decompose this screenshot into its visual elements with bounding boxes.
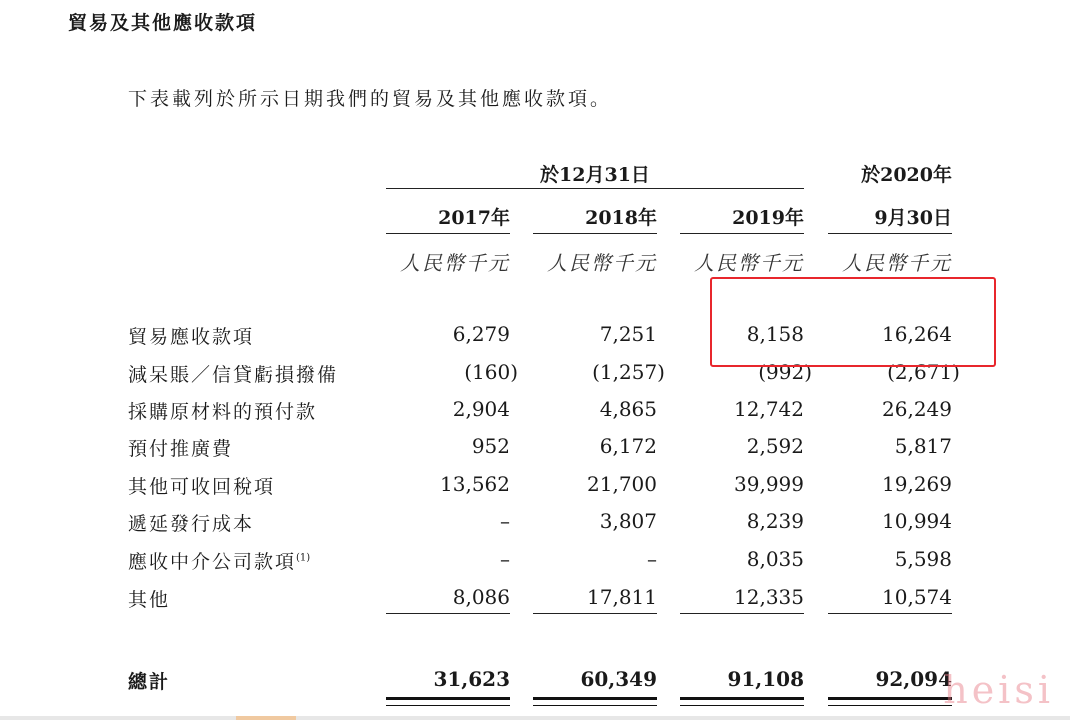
cell-value-sep30: 10,994	[882, 509, 952, 533]
table-group-header: 於12月31日	[540, 164, 650, 186]
row-label	[128, 360, 338, 387]
cell-value-sep30: 10,574	[882, 585, 952, 609]
row-label	[128, 509, 254, 536]
total-value-2018: 60,349	[580, 667, 657, 691]
highlight-box	[710, 277, 996, 367]
unit-label: 人民幣千元	[842, 251, 952, 275]
column-header-line	[828, 233, 952, 234]
column-header-2017: 2017年	[438, 207, 510, 229]
row-label-text: 其他	[128, 589, 171, 611]
unit-label: 人民幣千元	[400, 251, 510, 275]
total-value-sep30: 92,094	[875, 667, 952, 691]
row-label	[128, 547, 310, 574]
cell-value-sep30: 5,598	[894, 547, 952, 571]
cell-value-sep30: (2,671)	[887, 360, 960, 384]
row-label	[128, 585, 170, 612]
section-title: 貿易及其他應收款項	[68, 12, 258, 34]
cell-value-2017: –	[500, 509, 510, 533]
row-label-text: 貿易應收款項	[128, 326, 255, 348]
cell-value-2019: (992)	[758, 360, 812, 384]
subtotal-line	[680, 613, 804, 614]
cell-value-sep30: 26,249	[882, 397, 952, 421]
row-label	[128, 472, 275, 499]
unit-label: 人民幣千元	[547, 251, 657, 275]
cell-value-2017: (160)	[464, 360, 518, 384]
total-double-line	[386, 697, 510, 706]
cell-value-2017: 2,904	[452, 397, 510, 421]
cell-value-2019: 12,335	[734, 585, 804, 609]
total-label: 總計	[128, 671, 171, 693]
column-header-2019: 2019年	[732, 207, 804, 229]
cell-value-2018: –	[647, 547, 657, 571]
row-label-text: 應收中介公司款項	[128, 551, 297, 573]
cell-value-2018: 3,807	[599, 509, 657, 533]
row-label	[128, 434, 233, 461]
cell-value-2018: 17,811	[587, 585, 657, 609]
cell-value-2019: 12,742	[734, 397, 804, 421]
subtotal-line	[533, 613, 657, 614]
unit-label: 人民幣千元	[694, 251, 804, 275]
cell-value-sep30: 5,817	[894, 434, 952, 458]
column-header-sep30: 9月30日	[874, 207, 952, 229]
row-label	[128, 322, 254, 349]
row-label-text: 預付推廣費	[128, 438, 234, 460]
total-value-2017: 31,623	[433, 667, 510, 691]
cell-value-2018: 7,251	[599, 322, 657, 346]
cell-value-2019: 8,158	[746, 322, 804, 346]
row-label-text: 遞延發行成本	[128, 513, 255, 535]
cell-value-sep30: 19,269	[882, 472, 952, 496]
cell-value-2018: 4,865	[599, 397, 657, 421]
cell-value-2017: 8,086	[452, 585, 510, 609]
cell-value-2019: 2,592	[746, 434, 804, 458]
total-value-2019: 91,108	[727, 667, 804, 691]
cell-value-2017: 6,279	[452, 322, 510, 346]
footnote-marker: (1)	[296, 552, 311, 564]
cell-value-2018: (1,257)	[592, 360, 665, 384]
cell-value-2019: 8,239	[746, 509, 804, 533]
cell-value-2019: 39,999	[734, 472, 804, 496]
column-header-line	[386, 233, 510, 234]
total-double-line	[533, 697, 657, 706]
cell-value-2018: 6,172	[599, 434, 657, 458]
intro-text: 下表載列於所示日期我們的貿易及其他應收款項。	[128, 88, 613, 110]
cell-value-2019: 8,035	[746, 547, 804, 571]
subtotal-line	[386, 613, 510, 614]
table-as-of-header: 於2020年	[861, 164, 952, 186]
total-double-line	[680, 697, 804, 706]
row-label	[128, 397, 317, 424]
column-header-2018: 2018年	[585, 207, 657, 229]
column-header-line	[680, 233, 804, 234]
row-label-text: 其他可收回稅項	[128, 476, 276, 498]
bottom-strip	[0, 716, 1070, 720]
subtotal-line	[828, 613, 952, 614]
column-header-line	[533, 233, 657, 234]
cell-value-2017: 952	[471, 434, 510, 458]
table-group-line	[386, 188, 804, 189]
watermark: heisi	[943, 668, 1054, 712]
cell-value-2018: 21,700	[587, 472, 657, 496]
cell-value-2017: 13,562	[440, 472, 510, 496]
row-label-text: 採購原材料的預付款	[128, 401, 318, 423]
cell-value-2017: –	[500, 547, 510, 571]
row-label-text: 減呆賬／信貸虧損撥備	[128, 364, 339, 386]
cell-value-sep30: 16,264	[882, 322, 952, 346]
total-double-line	[828, 697, 952, 706]
